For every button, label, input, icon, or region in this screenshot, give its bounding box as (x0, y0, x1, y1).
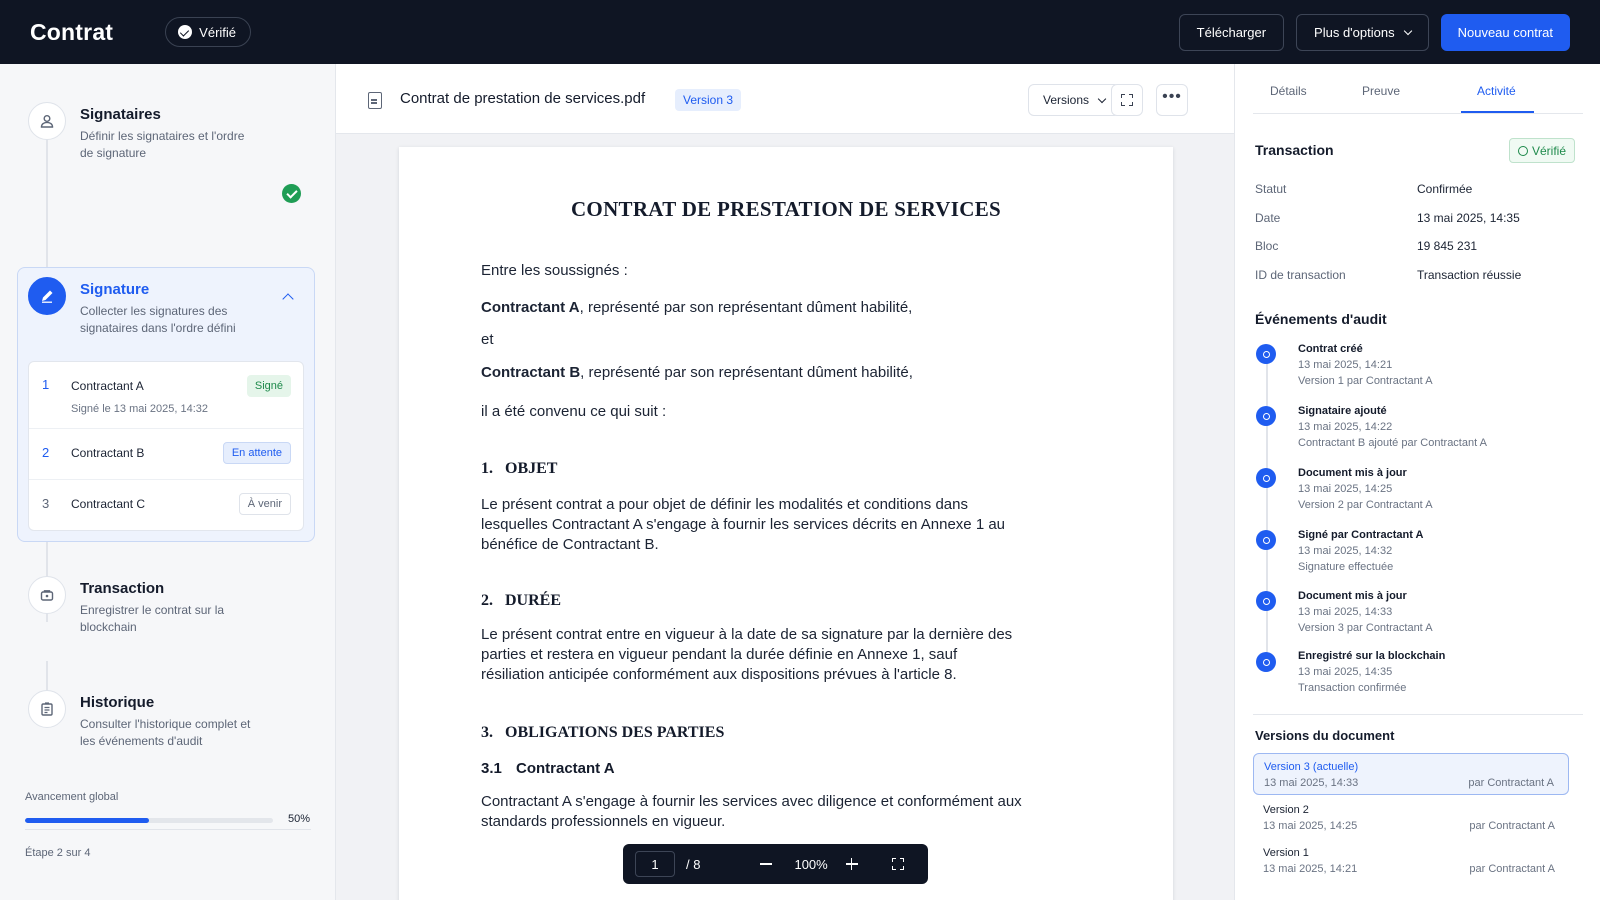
history-icon (28, 690, 66, 728)
document-title: CONTRAT DE PRESTATION DE SERVICES (570, 197, 1002, 221)
signer-number: 3 (42, 496, 50, 511)
transaction-value: 19 845 231 (1417, 239, 1478, 253)
audit-event-title: Contrat créé (1298, 343, 1363, 355)
audit-event-title: Signé par Contractant A (1298, 529, 1424, 541)
signer-name: Contractant C (71, 497, 146, 511)
section-text: Le présent contrat a pour objet de définir les modalités et conditions dans lesquelles Contractant A s'engage à fournir les services décrits en Annexe 1 au bénéfice de Contractant B. (481, 496, 1006, 553)
version-item[interactable] (1253, 753, 1569, 795)
user-icon (28, 102, 66, 140)
step-signature[interactable] (28, 277, 260, 337)
audit-event-detail: Version 2 par Contractant A (1298, 499, 1433, 511)
more-horizontal-icon: ••• (1162, 88, 1182, 105)
party-a-name: Contractant A (481, 299, 580, 316)
verified-label: Vérifié (199, 24, 237, 40)
more-options-label: Plus d'options (1314, 24, 1395, 40)
transaction-key: ID de transaction (1255, 268, 1346, 282)
version-author: par Contractant A (1468, 777, 1554, 789)
download-button[interactable]: Télécharger (1179, 14, 1284, 51)
audit-event-title: Document mis à jour (1298, 590, 1407, 602)
version-name: Version 3 (actuelle) (1264, 761, 1359, 773)
audit-event-icon (1256, 591, 1276, 611)
zoom-level: 100% (794, 856, 828, 872)
doc-and: et (481, 331, 494, 348)
status-badge: Signé (247, 375, 291, 397)
tab-details[interactable]: Détails (1270, 84, 1307, 98)
version-date: 13 mai 2025, 14:33 (1264, 777, 1359, 789)
signer-name: Contractant A (71, 379, 144, 393)
tab-activite[interactable]: Activité (1477, 84, 1516, 98)
step-description: Consulter l'historique complet et les événements d'audit (80, 717, 251, 748)
check-circle-icon (1518, 146, 1528, 156)
timeline-line (1266, 356, 1268, 662)
check-circle-icon (178, 25, 192, 39)
document-toolbar (336, 64, 1234, 134)
audit-event-date: 13 mai 2025, 14:21 (1298, 359, 1393, 371)
audit-event-icon (1256, 652, 1276, 672)
doc-intro: Entre les soussignés : (481, 262, 628, 279)
progress-fill (25, 818, 149, 823)
zoom-in-icon[interactable] (846, 858, 858, 870)
step-description: Enregistrer le contrat sur la blockchain (80, 603, 225, 634)
divider (25, 829, 311, 830)
more-options-button[interactable] (1296, 14, 1429, 51)
pen-icon (28, 277, 66, 315)
divider (1253, 714, 1583, 715)
chevron-down-icon (1098, 94, 1106, 102)
doc-party-a (481, 298, 1101, 318)
party-a-text: , représenté par son représentant dûment habilité, (579, 299, 913, 316)
transaction-value: Transaction réussie (1417, 268, 1522, 282)
expand-icon (1121, 94, 1133, 106)
audit-event-detail: Transaction confirmée (1298, 682, 1407, 694)
subsection-heading: 3.1 Contractant A (481, 760, 615, 777)
version-name: Version 1 (1263, 847, 1309, 859)
progress-percent: 50% (288, 813, 311, 825)
version-date: 13 mai 2025, 14:21 (1263, 863, 1358, 875)
section-text: Contractant A s'engage à fournir les services avec diligence et conformément aux standards professionnels en vigueur. (481, 793, 1022, 830)
transaction-value: Confirmée (1417, 182, 1473, 196)
transaction-key: Statut (1255, 182, 1287, 196)
audit-event-title: Signataire ajouté (1298, 405, 1387, 417)
audit-event-date: 13 mai 2025, 14:35 (1298, 666, 1393, 678)
audit-event-detail: Version 1 par Contractant A (1298, 375, 1433, 387)
top-bar (0, 0, 1600, 64)
version-badge: Version 3 (675, 89, 741, 111)
page-number-input[interactable] (635, 851, 675, 877)
signer-number: 2 (42, 445, 50, 460)
section-text: Le présent contrat entre en vigueur à la date de sa signature par la dernière des parties et restera en vigueur pendant la durée définie en Annexe 1, sauf résiliation anticipée conformément aux dispositions prévues à l'article 8. (481, 626, 1013, 683)
signer-name: Contractant B (71, 446, 145, 460)
audit-event-icon (1256, 530, 1276, 550)
versions-label: Versions (1043, 93, 1090, 107)
progress-step: Étape 2 sur 4 (25, 847, 91, 859)
step-signature-card (17, 267, 315, 542)
tab-preuve[interactable]: Preuve (1362, 84, 1401, 98)
chevron-down-icon (1403, 26, 1411, 34)
chevron-up-icon[interactable] (282, 293, 293, 304)
audit-event-title: Document mis à jour (1298, 467, 1407, 479)
signer-signed-date: Signé le 13 mai 2025, 14:32 (71, 403, 208, 415)
zoom-out-icon[interactable] (760, 863, 772, 865)
party-b-text: , représenté par son représentant dûment habilité, (580, 364, 913, 381)
step-complete-icon (282, 184, 301, 203)
signer-row[interactable] (29, 479, 303, 530)
step-description: Définir les signataires et l'ordre de signature (80, 129, 245, 160)
section-heading: 1. OBJET (481, 460, 558, 477)
version-item[interactable] (1253, 797, 1569, 839)
versions-dropdown[interactable] (1028, 84, 1120, 116)
audit-event-date: 13 mai 2025, 14:25 (1298, 483, 1393, 495)
signer-row[interactable] (29, 428, 303, 479)
panel-tabs (1253, 64, 1583, 114)
step-title: Signataires (80, 106, 161, 123)
file-icon (368, 92, 382, 109)
audit-event-icon (1256, 468, 1276, 488)
active-tab-indicator (1461, 111, 1534, 113)
party-b-name: Contractant B (481, 364, 581, 381)
document-viewer[interactable] (336, 134, 1234, 900)
audit-event-icon (1256, 406, 1276, 426)
step-signataires[interactable] (28, 102, 260, 162)
activity-panel (1234, 64, 1600, 900)
fit-page-icon[interactable] (892, 858, 904, 870)
step-historique[interactable] (28, 690, 260, 750)
audit-event-date: 13 mai 2025, 14:33 (1298, 606, 1393, 618)
audit-event-icon (1256, 344, 1276, 364)
more-actions-button[interactable] (1156, 84, 1188, 116)
audit-event-detail: Contractant B ajouté par Contractant A (1298, 437, 1487, 449)
version-item[interactable] (1253, 840, 1569, 882)
step-title: Transaction (80, 580, 165, 597)
audit-event-title: Enregistré sur la blockchain (1298, 650, 1446, 662)
doc-agreed: il a été convenu ce qui suit : (481, 403, 667, 420)
status-badge: À venir (239, 493, 291, 515)
audit-event-date: 13 mai 2025, 14:22 (1298, 421, 1393, 433)
transaction-heading: Transaction (1255, 142, 1334, 158)
version-author: par Contractant A (1469, 820, 1555, 832)
section-heading: 3. OBLIGATIONS DES PARTIES (481, 724, 725, 741)
verified-badge (1509, 138, 1575, 163)
new-contract-button[interactable]: Nouveau contrat (1441, 14, 1570, 51)
audit-event-detail: Version 3 par Contractant A (1298, 622, 1433, 634)
version-name: Version 2 (1263, 804, 1309, 816)
audit-event-date: 13 mai 2025, 14:32 (1298, 545, 1393, 557)
verified-badge (165, 17, 251, 47)
step-description: Collecter les signatures des signataires dans l'ordre défini (80, 304, 236, 335)
step-title: Historique (80, 694, 155, 711)
app-title: Contrat (30, 18, 114, 45)
chain-icon (28, 576, 66, 614)
versions-heading: Versions du document (1255, 728, 1395, 743)
transaction-value: 13 mai 2025, 14:35 (1417, 211, 1520, 225)
document-file-name: Contrat de prestation de services.pdf (400, 90, 646, 107)
page-controls (623, 844, 928, 884)
section-heading: 2. DURÉE (481, 592, 562, 609)
signer-row[interactable] (29, 362, 303, 428)
page-total: / 8 (686, 856, 701, 872)
step-title: Signature (80, 281, 150, 298)
transaction-key: Bloc (1255, 239, 1279, 253)
status-badge: En attente (223, 442, 291, 464)
signer-number: 1 (42, 377, 50, 392)
version-date: 13 mai 2025, 14:25 (1263, 820, 1358, 832)
audit-heading: Événements d'audit (1255, 311, 1387, 327)
audit-event-detail: Signature effectuée (1298, 561, 1394, 573)
workflow-sidebar (0, 64, 336, 900)
version-author: par Contractant A (1469, 863, 1555, 875)
transaction-key: Date (1255, 211, 1281, 225)
document-page (399, 147, 1173, 900)
signer-list (28, 361, 304, 531)
progress-label: Avancement global (25, 791, 119, 803)
step-transaction[interactable] (28, 576, 260, 636)
verified-label: Vérifié (1532, 143, 1567, 158)
fullscreen-button[interactable] (1111, 84, 1143, 116)
top-actions (1179, 14, 1570, 51)
progress-bar (25, 818, 273, 823)
doc-party-b (481, 363, 1101, 383)
